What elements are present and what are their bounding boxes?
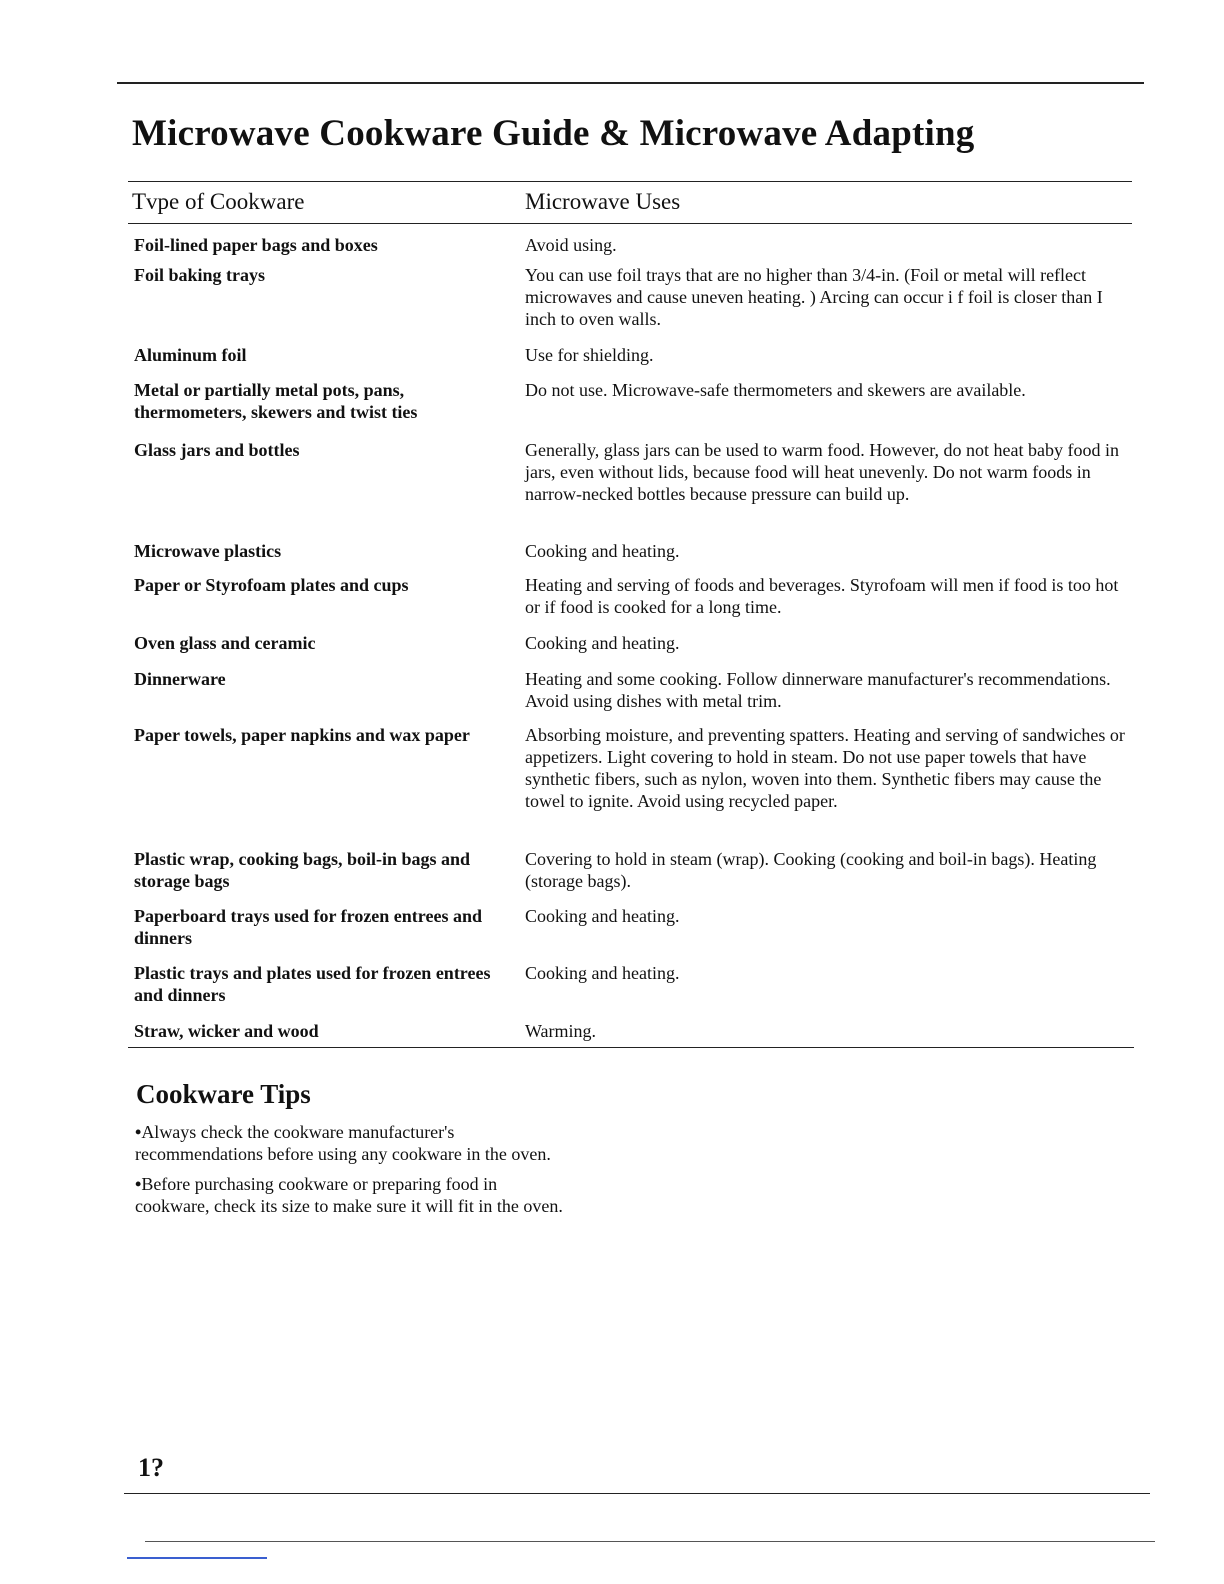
microwave-use: Avoid using. (525, 235, 617, 255)
microwave-use: Cooking and heating. (525, 541, 680, 561)
list-item (135, 1173, 575, 1217)
cookware-type: Paperboard trays used for frozen entrees and dinners (134, 906, 482, 948)
microwave-use: Heating and some cooking. Follow dinnerware manufacturer's recommendations. Avoid using dishes with metal trim. (525, 669, 1111, 711)
table-bottom-rule (128, 1047, 1134, 1048)
microwave-use: Covering to hold in steam (wrap). Cooking (cooking and boil-in bags). Heating (storage bags). (525, 849, 1097, 891)
bullet-icon: • (135, 1174, 142, 1194)
microwave-use: Generally, glass jars can be used to warm food. However, do not heat baby food in jars, even without lids, because food will heat unevenly. Do not warm foods in narrow-necked bottles because pressure can build up. (525, 440, 1119, 504)
cookware-type: Paper towels, paper napkins and wax paper (134, 725, 470, 745)
cookware-type: Glass jars and bottles (134, 440, 300, 460)
bullet-icon: • (135, 1122, 142, 1142)
footer-rule-secondary (145, 1541, 1155, 1542)
cookware-type: Microwave plastics (134, 541, 282, 561)
tips-title: Cookware Tips (136, 1079, 311, 1109)
page-number: 1? (138, 1453, 164, 1482)
cookware-type: Aluminum foil (134, 345, 247, 365)
scan-mark (127, 1557, 267, 1559)
microwave-use: You can use foil trays that are no higher than 3/4-in. (Foil or metal will reflect microwaves and cause uneven heating. ) Arcing can occur i f foil is closer than I inch to oven walls. (525, 265, 1103, 329)
cookware-type: Foil baking trays (134, 265, 266, 285)
microwave-use: Use for shielding. (525, 345, 654, 365)
tip-text: Before purchasing cookware or preparing food in cookware, check its size to make sure it will fit in the oven. (135, 1174, 563, 1216)
cookware-type: Plastic wrap, cooking bags, boil-in bags and storage bags (134, 849, 471, 891)
column-header-type: Tvpe of Cookware (132, 189, 305, 214)
cookware-type: Dinnerware (134, 669, 226, 689)
microwave-use: Warming. (525, 1021, 597, 1041)
microwave-use: Heating and serving of foods and beverages. Styrofoam will men if food is too hot or if food is cooked for a long time. (525, 575, 1119, 617)
page-title: Microwave Cookware Guide & Microwave Adapting (132, 113, 975, 154)
table-header-bottom-rule (128, 223, 1132, 224)
tip-text: Always check the cookware manufacturer's recommendations before using any cookware in the oven. (135, 1122, 551, 1164)
list-item (135, 1121, 575, 1165)
microwave-use: Cooking and heating. (525, 906, 680, 926)
top-rule (117, 82, 1144, 84)
cookware-type: Paper or Styrofoam plates and cups (134, 575, 409, 595)
footer-rule (124, 1493, 1150, 1494)
table-header-top-rule (128, 181, 1132, 182)
microwave-use: Do not use. Microwave-safe thermometers and skewers are available. (525, 380, 1026, 400)
microwave-use: Cooking and heating. (525, 963, 680, 983)
microwave-use: Absorbing moisture, and preventing spatters. Heating and serving of sandwiches or appetizers. Light covering to hold in steam. Do not use paper towels that have synthetic fibers, such as nylon, woven into them. Synthetic fibers may cause the towel to ignite. Avoid using recycled paper. (525, 725, 1125, 811)
column-header-uses: Microwave Uses (525, 189, 681, 214)
cookware-type: Straw, wicker and wood (134, 1021, 319, 1041)
cookware-type: Plastic trays and plates used for frozen entrees and dinners (134, 963, 491, 1005)
tips-list (135, 1121, 575, 1225)
cookware-type: Oven glass and ceramic (134, 633, 316, 653)
cookware-type: Metal or partially metal pots, pans, thermometers, skewers and twist ties (134, 380, 418, 422)
microwave-use: Cooking and heating. (525, 633, 680, 653)
cookware-type: Foil-lined paper bags and boxes (134, 235, 378, 255)
